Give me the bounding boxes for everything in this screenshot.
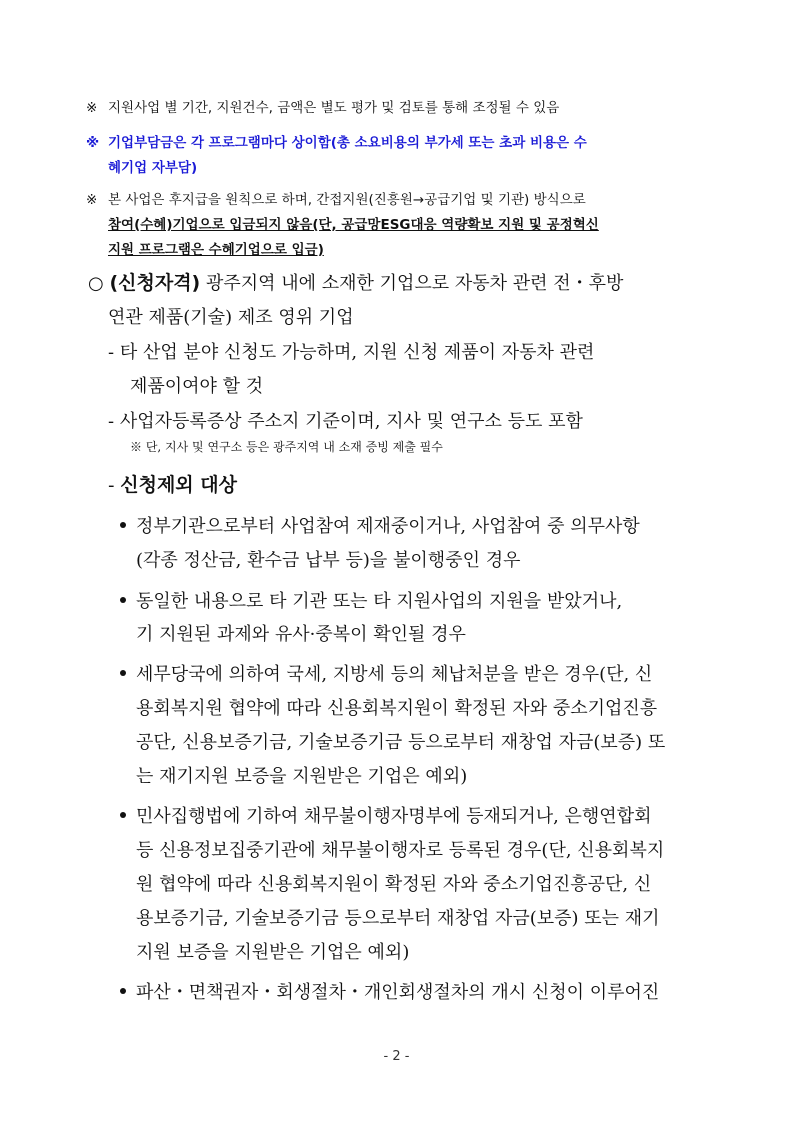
note-2-line2: 혜기업 자부담): [108, 160, 198, 176]
item-1-line1: 타 산업 분야 신청도 가능하며, 지원 신청 제품이 자동차 관련: [119, 342, 595, 363]
note-3-line2: 참여(수혜)기업으로 입금되지 않음(단, 공급망ESG대응 역량확보 지원 및 공정혁신: [108, 217, 599, 233]
bullet-4: [120, 801, 651, 832]
qualification-line1: [88, 268, 623, 299]
qualification-item-2: [108, 406, 583, 437]
bullet-3-line2: 용회복지원 협약에 따라 신용회복지원이 확정된 자와 중소기업진흥: [136, 698, 658, 719]
qualification-item-1: [108, 337, 594, 368]
item-1-line2: 제품이여야 할 것: [130, 376, 264, 397]
bullet-3-line3: 공단, 신용보증기금, 기술보증기금 등으로부터 재창업 자금(보증) 또: [136, 732, 666, 753]
item-2-note: ※ 단, 지사 및 연구소 등은 광주지역 내 소재 증빙 제출 필수: [130, 440, 443, 454]
bullet-4-line2: 등 신용정보집중기관에 채무불이행자로 등록된 경우(단, 신용회복지: [136, 840, 665, 861]
note-2-line1: 기업부담금은 각 프로그램마다 상이함(총 소요비용의 부가세 또는 초과 비용은 수: [108, 135, 587, 151]
bullet-dot: [120, 812, 126, 818]
note-mark: ※: [86, 100, 98, 116]
bullet-3: [120, 659, 652, 690]
bullet-2-line1: 동일한 내용으로 타 기관 또는 타 지원사업의 지원을 받았거나,: [136, 591, 623, 612]
bullet-dot: [120, 522, 126, 528]
qualification-line2: 연관 제품(기술) 제조 영위 기업: [108, 307, 354, 328]
note-3-line3: 지원 프로그램은 수혜기업으로 입금): [108, 242, 324, 258]
qualification-text: 광주지역 내에 소재한 기업으로 자동차 관련 전・후방: [200, 273, 624, 294]
dash-marker: -: [108, 342, 115, 363]
dash-marker: -: [108, 475, 115, 496]
bullet-5: [120, 977, 659, 1008]
bullet-3-line1: 세무당국에 의하여 국세, 지방세 등의 체납처분을 받은 경우(단, 신: [136, 664, 653, 685]
note-3: [86, 188, 720, 263]
bullet-2-line2: 기 지원된 과제와 유사·중복이 확인될 경우: [136, 624, 466, 645]
bullet-dot: [120, 988, 126, 994]
qualification-title: (신청자격): [109, 272, 201, 294]
bullet-4-line5: 지원 보증을 지원받은 기업은 예외): [136, 942, 410, 963]
note-1: [86, 96, 720, 121]
bullet-1: [120, 511, 640, 542]
note-2: [86, 131, 720, 181]
page-number: - 2 -: [383, 1049, 410, 1064]
item-2-line1: 사업자등록증상 주소지 기준이며, 지사 및 연구소 등도 포함: [119, 411, 583, 432]
bullet-4-line3: 원 협약에 따라 신용회복지원이 확정된 자와 중소기업진흥공단, 신: [136, 874, 652, 895]
circle-marker: ○: [88, 273, 104, 294]
note-3-line1: 본 사업은 후지급을 원칙으로 하며, 간접지원(진흥원→공급기업 및 기관) 방식으로: [108, 192, 586, 208]
exclusion-heading: [108, 470, 237, 501]
note-mark: ※: [86, 192, 98, 208]
exclusion-title: 신청제외 대상: [120, 474, 237, 496]
note-1-line1: 지원사업 별 기간, 지원건수, 금액은 별도 평가 및 검토를 통해 조정될 수 있음: [108, 100, 560, 116]
bullet-dot: [120, 597, 126, 603]
bullet-1-line2: (각종 정산금, 환수금 납부 등)을 불이행중인 경우: [136, 550, 521, 571]
bullet-4-line4: 용보증기금, 기술보증기금 등으로부터 재창업 자금(보증) 또는 재기: [136, 908, 660, 929]
bullet-dot: [120, 670, 126, 676]
bullet-1-line1: 정부기관으로부터 사업참여 제재중이거나, 사업참여 중 의무사항: [136, 516, 640, 537]
dash-marker: -: [108, 411, 115, 432]
note-mark: ※: [86, 135, 100, 151]
bullet-2: [120, 586, 622, 617]
bullet-3-line4: 는 재기지원 보증을 지원받은 기업은 예외): [136, 766, 468, 787]
bullet-4-line1: 민사집행법에 기하여 채무불이행자명부에 등재되거나, 은행연합회: [136, 806, 652, 827]
bullet-5-line1: 파산・면책권자・회생절차・개인회생절차의 개시 신청이 이루어진: [136, 982, 660, 1003]
